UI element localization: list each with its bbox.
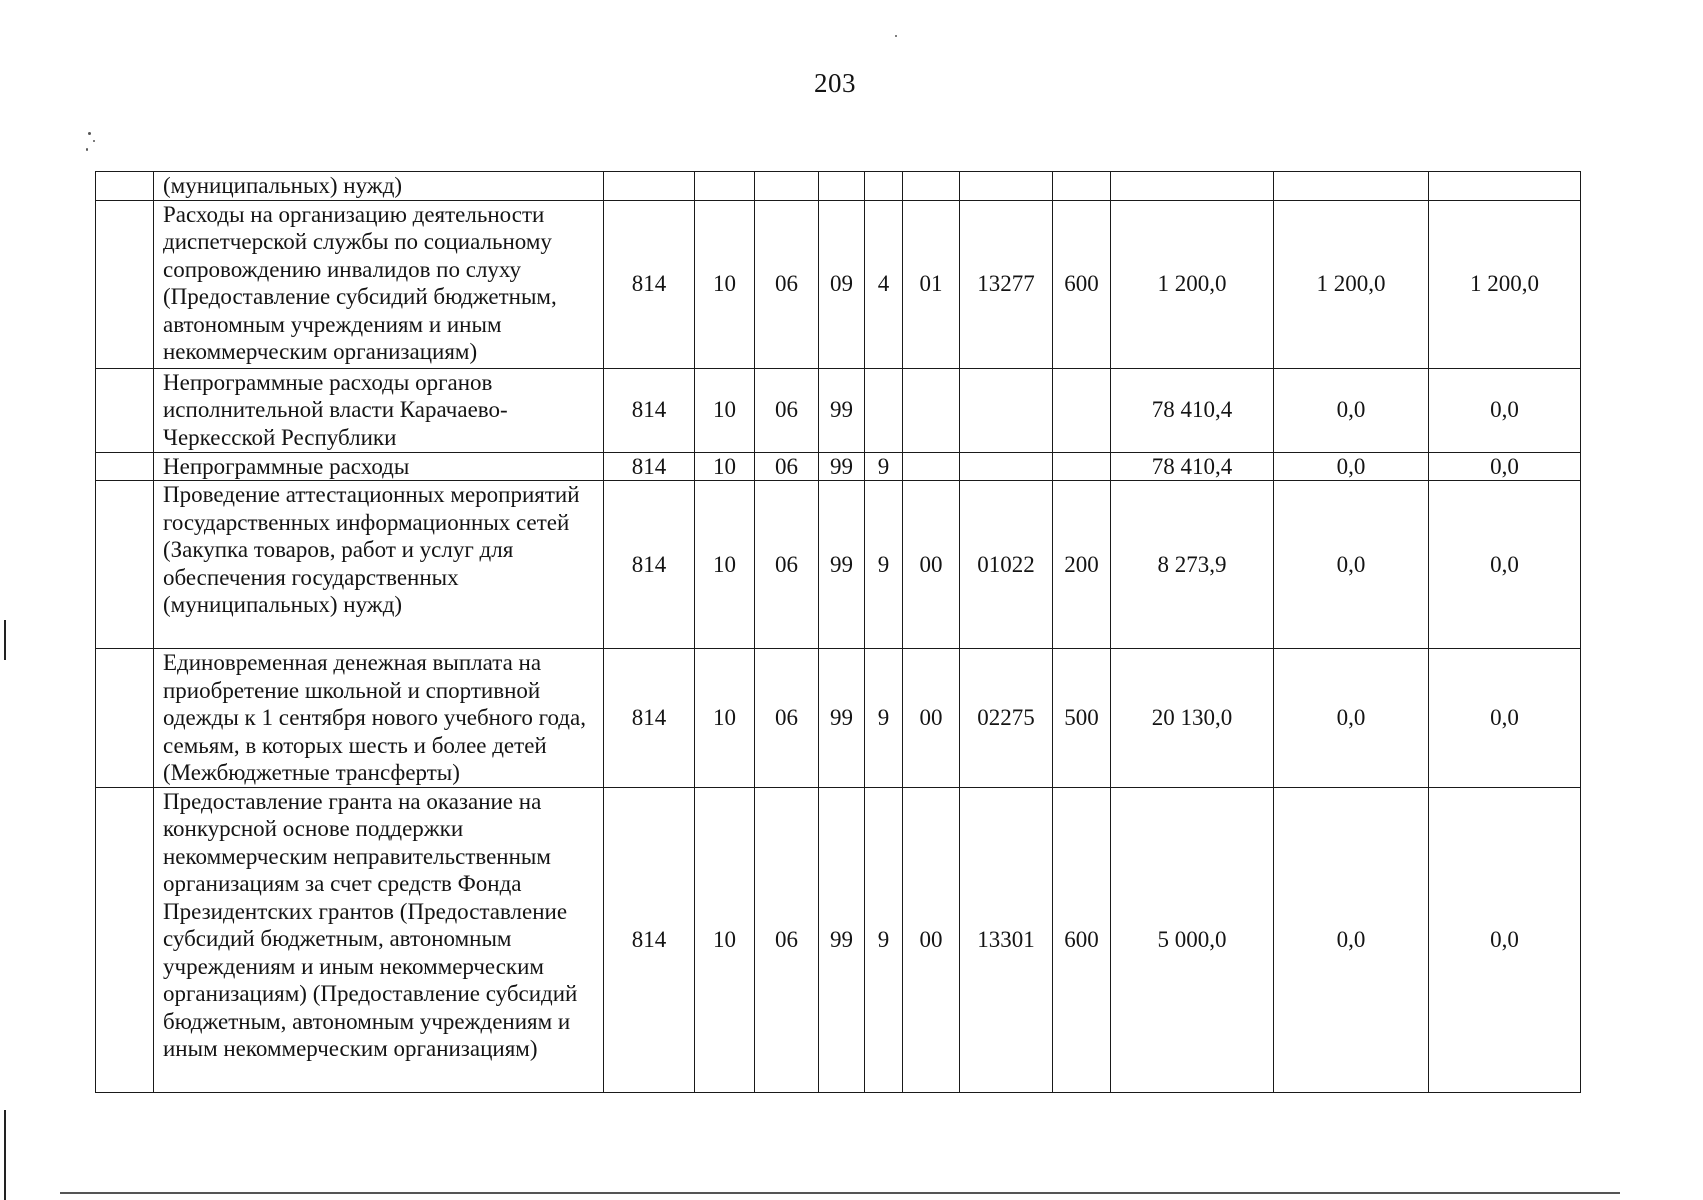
- expense-type-code-cell: 200: [1053, 481, 1111, 649]
- amount-year-2-cell: 0,0: [1274, 649, 1429, 788]
- amount-year-2-cell: 0,0: [1274, 481, 1429, 649]
- expense-type-code-cell: 600: [1053, 787, 1111, 1092]
- direction-code-cell: [960, 172, 1053, 201]
- page-number: 203: [814, 68, 856, 98]
- subprogram-code-cell: 9: [865, 787, 903, 1092]
- amount-year-2-cell: 0,0: [1274, 452, 1429, 481]
- program-code-cell: 99: [819, 481, 865, 649]
- expense-name-cell: (муниципальных) нужд): [154, 172, 604, 201]
- subprogram-code-cell: [865, 368, 903, 452]
- section-code-cell: 10: [695, 200, 755, 368]
- amount-year-3-cell: 1 200,0: [1429, 200, 1581, 368]
- row-number-cell: [96, 787, 154, 1092]
- event-code-cell: [903, 172, 960, 201]
- section-code-cell: [695, 172, 755, 201]
- amount-year-3-cell: 0,0: [1429, 649, 1581, 788]
- amount-year-1-cell: 20 130,0: [1111, 649, 1274, 788]
- ministry-code-cell: 814: [604, 452, 695, 481]
- program-code-cell: 99: [819, 649, 865, 788]
- event-code-cell: 00: [903, 649, 960, 788]
- section-code-cell: 10: [695, 787, 755, 1092]
- section-code-cell: 10: [695, 481, 755, 649]
- direction-code-cell: 13277: [960, 200, 1053, 368]
- amount-year-2-cell: 0,0: [1274, 368, 1429, 452]
- ministry-code-cell: 814: [604, 787, 695, 1092]
- direction-code-cell: [960, 452, 1053, 481]
- subprogram-code-cell: 4: [865, 200, 903, 368]
- subsection-code-cell: 06: [755, 452, 819, 481]
- direction-code-cell: [960, 368, 1053, 452]
- row-number-cell: [96, 368, 154, 452]
- scan-speck: [86, 148, 88, 151]
- section-code-cell: 10: [695, 368, 755, 452]
- amount-year-3-cell: 0,0: [1429, 368, 1581, 452]
- table-row: [96, 172, 1581, 201]
- expense-type-code-cell: 500: [1053, 649, 1111, 788]
- direction-code-cell: 13301: [960, 787, 1053, 1092]
- expense-type-code-cell: [1053, 172, 1111, 201]
- event-code-cell: [903, 368, 960, 452]
- scan-bottom-line: [60, 1192, 1620, 1194]
- expense-type-code-cell: 600: [1053, 200, 1111, 368]
- direction-code-cell: 02275: [960, 649, 1053, 788]
- event-code-cell: [903, 452, 960, 481]
- row-number-cell: [96, 200, 154, 368]
- expense-name-cell: Расходы на организацию деятельности диспетчерской службы по социальному сопровождению инвалидов по слуху (Предоставление субсидий бюджетным, автономным учреждениям и иным некоммерческим организациям): [154, 200, 604, 368]
- table-row: [96, 452, 1581, 481]
- expense-type-code-cell: [1053, 368, 1111, 452]
- subsection-code-cell: 06: [755, 368, 819, 452]
- expense-name-cell: Проведение аттестационных мероприятий государственных информационных сетей (Закупка товаров, работ и услуг для обеспечения государственных (муниципальных) нужд): [154, 481, 604, 649]
- amount-year-1-cell: 78 410,4: [1111, 368, 1274, 452]
- subprogram-code-cell: 9: [865, 481, 903, 649]
- row-number-cell: [96, 452, 154, 481]
- subprogram-code-cell: 9: [865, 452, 903, 481]
- subsection-code-cell: 06: [755, 787, 819, 1092]
- program-code-cell: 99: [819, 452, 865, 481]
- amount-year-3-cell: 0,0: [1429, 787, 1581, 1092]
- amount-year-3-cell: [1429, 172, 1581, 201]
- scan-edge-line: [4, 620, 6, 660]
- amount-year-1-cell: 78 410,4: [1111, 452, 1274, 481]
- subprogram-code-cell: 9: [865, 649, 903, 788]
- subsection-code-cell: [755, 172, 819, 201]
- amount-year-2-cell: 0,0: [1274, 787, 1429, 1092]
- ministry-code-cell: 814: [604, 200, 695, 368]
- table-row: [96, 368, 1581, 452]
- amount-year-2-cell: 1 200,0: [1274, 200, 1429, 368]
- budget-table: [95, 171, 1581, 1093]
- subsection-code-cell: 06: [755, 200, 819, 368]
- table-row: [96, 200, 1581, 368]
- row-number-cell: [96, 172, 154, 201]
- amount-year-3-cell: 0,0: [1429, 481, 1581, 649]
- event-code-cell: 00: [903, 787, 960, 1092]
- section-code-cell: 10: [695, 649, 755, 788]
- amount-year-1-cell: 8 273,9: [1111, 481, 1274, 649]
- subsection-code-cell: 06: [755, 649, 819, 788]
- program-code-cell: 09: [819, 200, 865, 368]
- row-number-cell: [96, 481, 154, 649]
- event-code-cell: 00: [903, 481, 960, 649]
- ministry-code-cell: [604, 172, 695, 201]
- amount-year-1-cell: [1111, 172, 1274, 201]
- program-code-cell: [819, 172, 865, 201]
- scan-speck: [93, 140, 95, 142]
- expense-name-cell: Предоставление гранта на оказание на конкурсной основе поддержки некоммерческим неправительственным организациям за счет средств Фонда Президентских грантов (Предоставление субсидий бюджетным, автономным учреждениям и иным некоммерческим организациям) (Предоставление субсидий бюджетным, автономным учреждениям и иным некоммерческим организациям): [154, 787, 604, 1092]
- ministry-code-cell: 814: [604, 481, 695, 649]
- amount-year-2-cell: [1274, 172, 1429, 201]
- table-row: [96, 481, 1581, 649]
- table-row: [96, 787, 1581, 1092]
- subprogram-code-cell: [865, 172, 903, 201]
- scan-edge-line: [4, 1110, 6, 1200]
- amount-year-3-cell: 0,0: [1429, 452, 1581, 481]
- ministry-code-cell: 814: [604, 368, 695, 452]
- scan-speck: [895, 35, 897, 37]
- expense-name-cell: Непрограммные расходы органов исполнительной власти Карачаево-Черкесской Республики: [154, 368, 604, 452]
- section-code-cell: 10: [695, 452, 755, 481]
- program-code-cell: 99: [819, 368, 865, 452]
- program-code-cell: 99: [819, 787, 865, 1092]
- table-row: [96, 649, 1581, 788]
- ministry-code-cell: 814: [604, 649, 695, 788]
- event-code-cell: 01: [903, 200, 960, 368]
- expense-type-code-cell: [1053, 452, 1111, 481]
- row-number-cell: [96, 649, 154, 788]
- amount-year-1-cell: 1 200,0: [1111, 200, 1274, 368]
- subsection-code-cell: 06: [755, 481, 819, 649]
- expense-name-cell: Непрограммные расходы: [154, 452, 604, 481]
- direction-code-cell: 01022: [960, 481, 1053, 649]
- expense-name-cell: Единовременная денежная выплата на приобретение школьной и спортивной одежды к 1 сентября нового учебного года, семьям, в которых шесть и более детей (Межбюджетные трансферты): [154, 649, 604, 788]
- scan-speck: [88, 132, 91, 135]
- amount-year-1-cell: 5 000,0: [1111, 787, 1274, 1092]
